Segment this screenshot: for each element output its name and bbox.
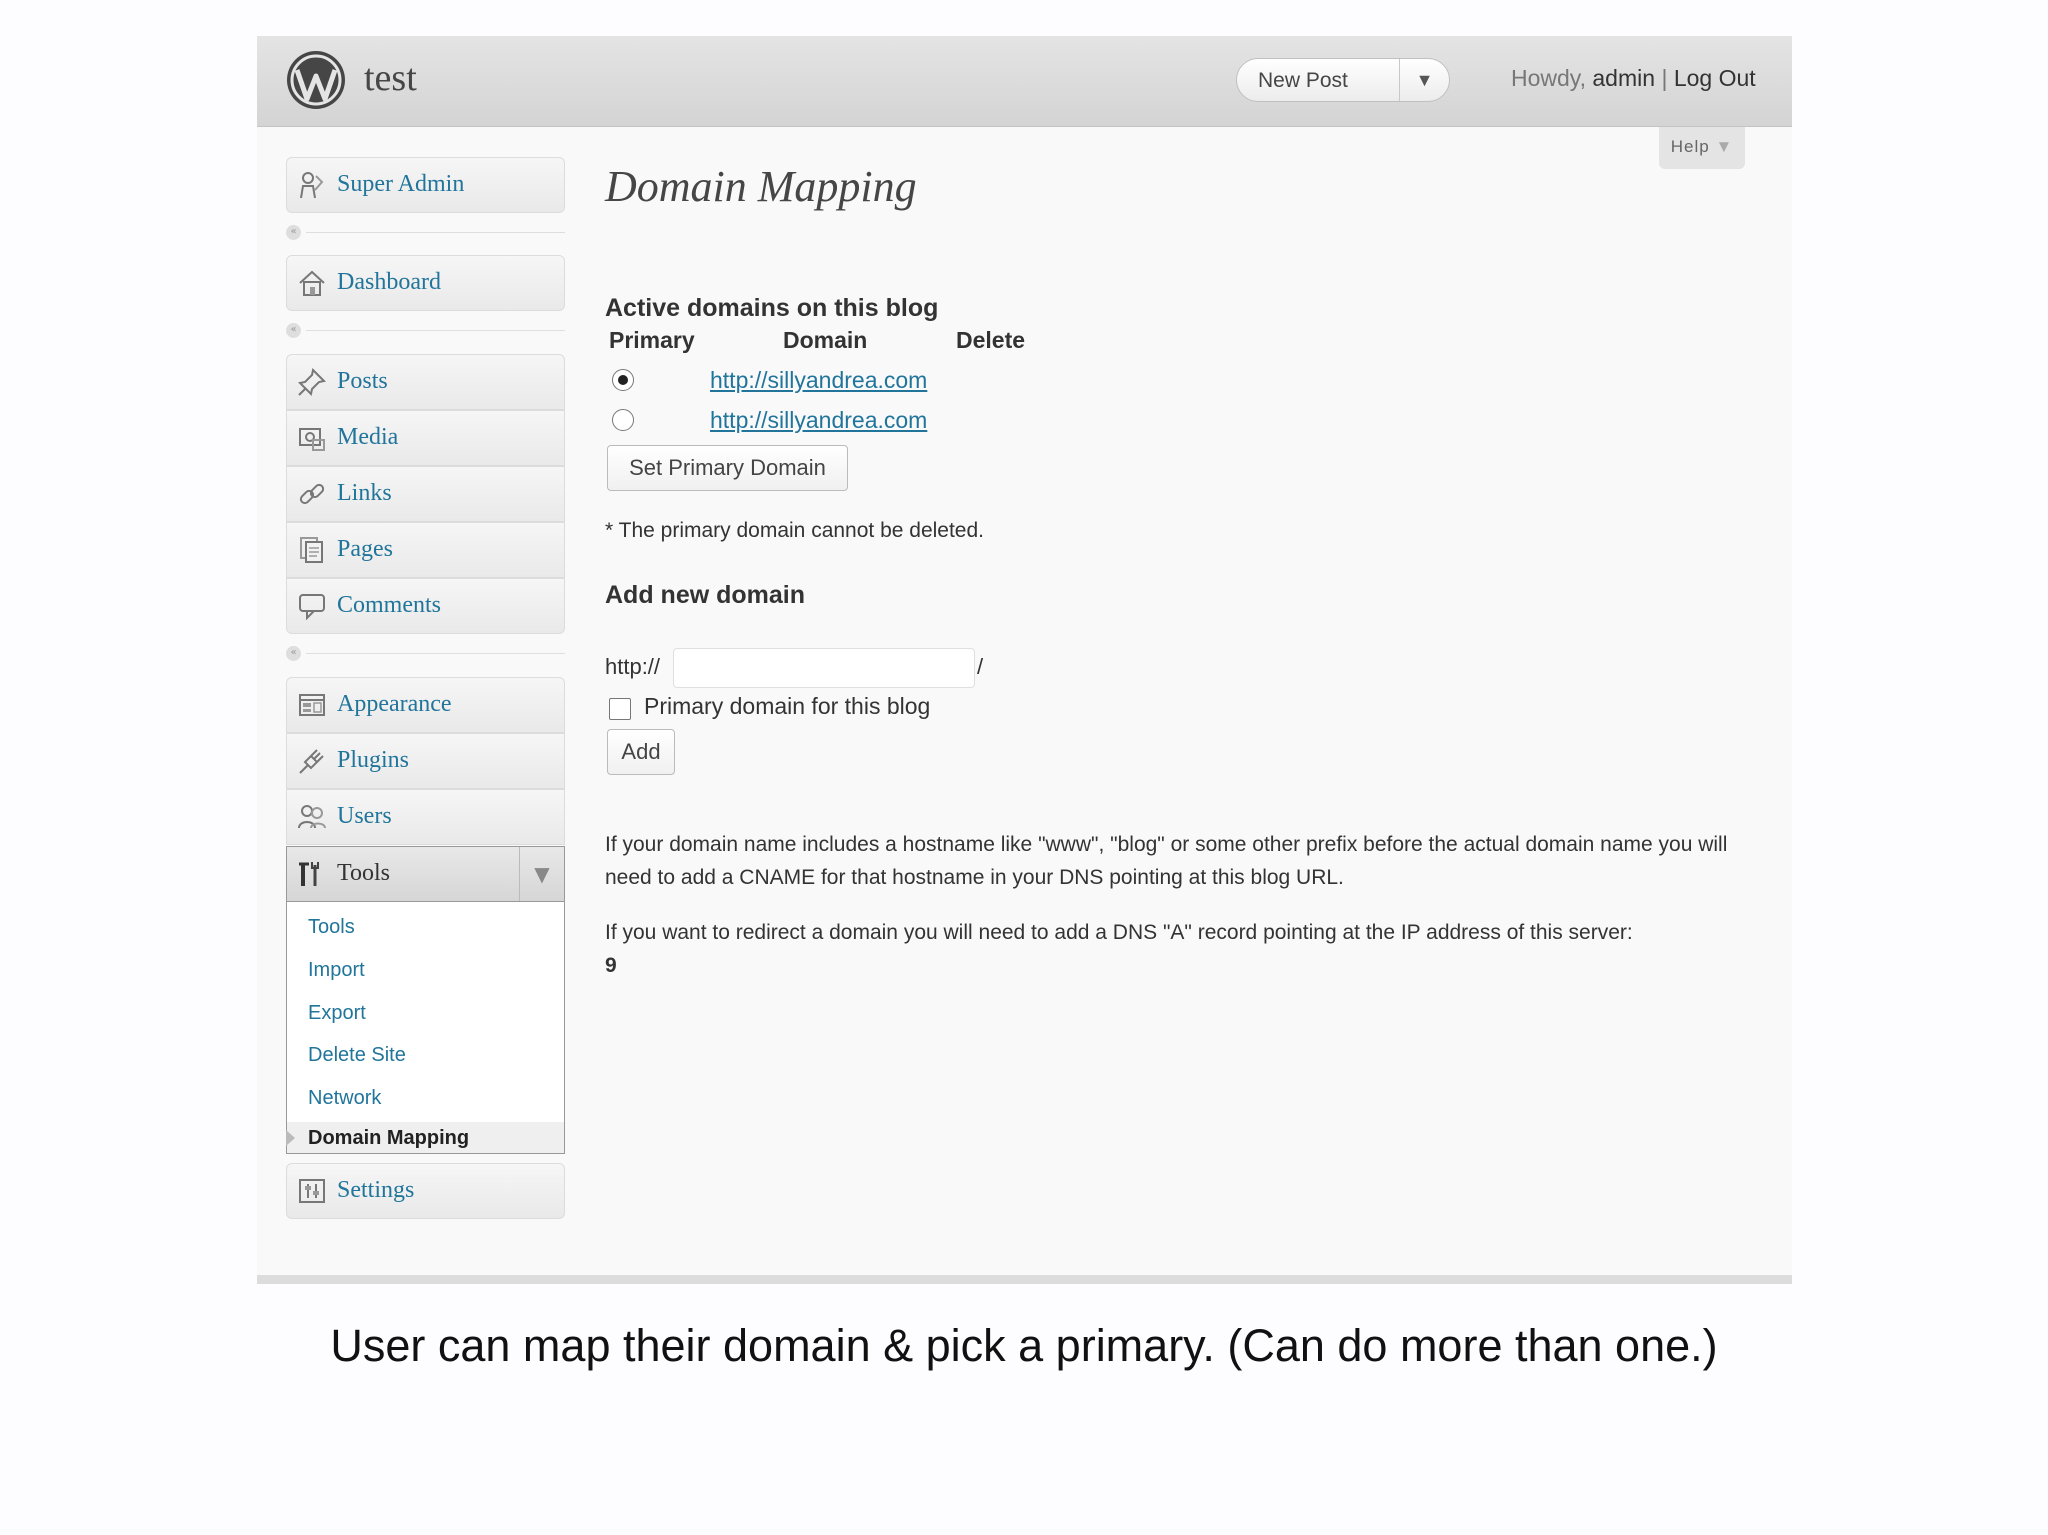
current-arrow-icon bbox=[286, 1130, 295, 1146]
speech-bubble-icon bbox=[297, 591, 327, 621]
column-header-delete: Delete bbox=[956, 327, 1026, 353]
domain-link-2[interactable]: http://sillyandrea.com bbox=[710, 407, 928, 433]
primary-note: * The primary domain cannot be deleted. bbox=[605, 519, 985, 542]
submenu-import[interactable]: Import bbox=[308, 959, 365, 981]
super-admin-icon bbox=[297, 170, 327, 200]
menu-label[interactable]: Appearance bbox=[337, 691, 452, 717]
menu-media[interactable] bbox=[286, 410, 565, 466]
column-header-primary: Primary bbox=[609, 327, 695, 353]
submenu-tools[interactable]: Tools bbox=[308, 916, 355, 938]
menu-tools[interactable] bbox=[286, 846, 565, 902]
menu-label[interactable]: Settings bbox=[337, 1177, 415, 1203]
screenshot-bottom-border bbox=[257, 1275, 1792, 1284]
menu-plugins[interactable] bbox=[286, 733, 565, 789]
tools-icon bbox=[297, 859, 327, 889]
column-header-domain: Domain bbox=[783, 327, 868, 353]
appearance-icon bbox=[297, 690, 327, 720]
active-domains-heading: Active domains on this blog bbox=[605, 294, 939, 322]
favorite-actions-dropdown[interactable] bbox=[1236, 58, 1450, 102]
chevron-down-icon[interactable]: ▼ bbox=[1399, 59, 1449, 101]
settings-icon bbox=[297, 1176, 327, 1206]
menu-dashboard[interactable] bbox=[286, 255, 565, 311]
collapse-arrow-icon[interactable]: « bbox=[286, 646, 301, 661]
menu-label[interactable]: Super Admin bbox=[337, 171, 465, 197]
tools-submenu bbox=[286, 902, 565, 1154]
menu-label[interactable]: Users bbox=[337, 803, 392, 829]
triangle-down-icon[interactable]: ▼ bbox=[1715, 137, 1734, 156]
page-title: Domain Mapping bbox=[605, 162, 917, 211]
menu-label[interactable]: Posts bbox=[337, 368, 388, 394]
submenu-export[interactable]: Export bbox=[308, 1002, 366, 1024]
submenu-delete-site[interactable]: Delete Site bbox=[308, 1044, 406, 1066]
redirect-help-text bbox=[605, 916, 1775, 982]
admin-header bbox=[257, 36, 1792, 127]
collapse-arrow-icon[interactable]: « bbox=[286, 225, 301, 240]
primary-radio-2[interactable] bbox=[612, 409, 634, 431]
menu-label[interactable]: Links bbox=[337, 480, 392, 506]
submenu-domain-mapping[interactable]: Domain Mapping bbox=[308, 1127, 470, 1149]
http-prefix: http:// bbox=[605, 654, 661, 679]
plug-icon bbox=[297, 746, 327, 776]
menu-separator bbox=[286, 646, 565, 660]
add-domain-heading: Add new domain bbox=[605, 581, 805, 609]
menu-posts[interactable] bbox=[286, 354, 565, 410]
menu-separator bbox=[286, 225, 565, 239]
menu-super-admin[interactable] bbox=[286, 157, 565, 213]
logout-link[interactable]: Log Out bbox=[1673, 65, 1756, 91]
user-greeting bbox=[1511, 65, 1756, 92]
cname-help-text: If your domain name includes a hostname like "www", "blog" or some other prefix before the actual domain name you will need to add a CNAME for that hostname in your DNS pointing at this blog URL. bbox=[605, 833, 1728, 889]
slide-caption: User can map their domain & pick a primary. (Can do more than one.) bbox=[330, 1320, 1718, 1371]
help-tab[interactable] bbox=[1659, 127, 1745, 169]
server-ip-value: 9 bbox=[605, 954, 617, 977]
house-icon bbox=[297, 268, 327, 298]
menu-appearance[interactable] bbox=[286, 677, 565, 733]
menu-label[interactable]: Dashboard bbox=[337, 269, 441, 295]
path-suffix: / bbox=[977, 654, 984, 679]
menu-comments[interactable] bbox=[286, 578, 565, 634]
pushpin-icon bbox=[297, 367, 327, 397]
media-icon bbox=[297, 423, 327, 453]
separator: | bbox=[1661, 65, 1668, 91]
new-domain-input[interactable] bbox=[673, 648, 975, 688]
domain-link-1[interactable]: http://sillyandrea.com bbox=[710, 367, 928, 393]
submenu-network[interactable]: Network bbox=[308, 1087, 382, 1109]
menu-separator bbox=[286, 323, 565, 337]
howdy-text: Howdy, bbox=[1511, 65, 1586, 91]
menu-label[interactable]: Comments bbox=[337, 592, 442, 618]
favorite-action-label[interactable]: New Post bbox=[1258, 69, 1348, 92]
help-label[interactable]: Help bbox=[1670, 137, 1710, 156]
menu-label[interactable]: Pages bbox=[337, 536, 393, 562]
menu-label[interactable]: Media bbox=[337, 424, 399, 450]
pages-icon bbox=[297, 535, 327, 565]
set-primary-domain-button[interactable]: Set Primary Domain bbox=[607, 445, 848, 491]
add-domain-button[interactable]: Add bbox=[607, 729, 675, 775]
users-icon bbox=[297, 802, 327, 832]
primary-radio-1[interactable] bbox=[612, 369, 634, 391]
chain-link-icon bbox=[297, 479, 327, 509]
redirect-help-sentence: If you want to redirect a domain you will need to add a DNS "A" record pointing at the IP address of this server: bbox=[605, 921, 1633, 944]
menu-pages[interactable] bbox=[286, 522, 565, 578]
menu-settings[interactable] bbox=[286, 1163, 565, 1219]
menu-label[interactable]: Tools bbox=[337, 860, 390, 886]
primary-domain-checkbox[interactable] bbox=[609, 698, 631, 720]
user-profile-link[interactable]: admin bbox=[1592, 65, 1656, 91]
site-title[interactable]: test bbox=[364, 57, 417, 99]
menu-users[interactable] bbox=[286, 789, 565, 845]
wordpress-logo-icon[interactable] bbox=[285, 49, 347, 111]
menu-label[interactable]: Plugins bbox=[337, 747, 410, 773]
collapse-arrow-icon[interactable]: « bbox=[286, 323, 301, 338]
menu-links[interactable] bbox=[286, 466, 565, 522]
triangle-down-icon[interactable]: ▼ bbox=[519, 847, 564, 901]
primary-domain-checkbox-label[interactable]: Primary domain for this blog bbox=[644, 693, 931, 719]
wordpress-admin-screenshot bbox=[257, 36, 1792, 1284]
